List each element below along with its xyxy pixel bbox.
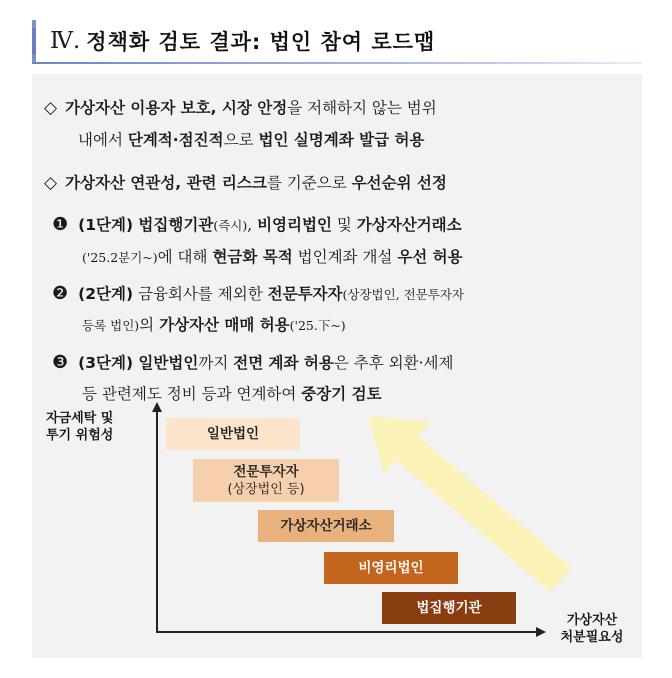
body-text: , [247,216,258,234]
x-axis-arrowhead [536,627,546,637]
stage-label: 전문투자자 [233,463,299,480]
step-2-line1 [52,282,464,304]
emphasis-text: 현금화 목적 [212,248,293,266]
bullet-1-line2 [78,128,424,150]
body-text: 내에서 [78,131,128,149]
diamond-bullet-icon: ◇ [44,173,58,193]
emphasis-text: 중장기 검토 [301,385,382,403]
y-axis-label-line1: 자금세탁 및 [46,411,114,426]
body-text: ('25.下~) [289,318,346,333]
body-text: 및 [331,216,357,234]
step-2-line2 [82,313,346,335]
header-underline [32,62,642,64]
body-text: ('25.2분기~) [82,250,158,265]
body-text: 금융회사를 제외한 [133,285,268,303]
stage-label: 비영리법인 [358,559,424,576]
body-text: 를 기준으로 [266,174,352,192]
step-1-line2 [82,245,463,267]
step-number-icon: ❸ [52,352,69,373]
y-axis-label-line2: 투기 위험성 [46,428,114,443]
diamond-bullet-icon: ◇ [44,98,58,118]
stage-sublabel: (상장법인 등) [227,481,305,497]
step-number-icon: ❷ [52,283,69,304]
x-axis-label [552,612,632,646]
emphasis-text: 비영리법인 [257,216,332,234]
stage-professional-investor [193,459,339,502]
header-accent-bar [32,28,36,54]
emphasis-text: (3단계) 일반법인 [78,354,199,372]
step-3-line2 [82,382,382,404]
stage-label: 가상자산거래소 [280,517,372,534]
emphasis-text: (1단계) 법집행기관 [78,216,214,234]
step-number-icon: ❶ [52,214,69,235]
stage-label: 법집행기관 [416,599,482,616]
body-text: (즉시) [213,218,248,233]
section-number: Ⅳ. [50,28,81,54]
body-text: 으로 [223,131,259,149]
body-text: 등 관련제도 정비 등과 연계하여 [82,385,302,403]
y-axis-arrowhead [152,402,162,412]
x-axis [156,631,538,633]
body-text: 의 [139,316,160,334]
section-title: 정책화 검토 결과: 법인 참여 로드맵 [86,30,436,54]
step-3-line1 [52,351,453,373]
step-1-line1 [52,213,462,235]
body-text: 까지 [198,354,234,372]
emphasis-text: 법인 실명계좌 발급 허용 [258,131,425,149]
stage-law-enforcement [382,592,516,624]
stage-nonprofit [324,552,458,584]
body-text: (상장법인, 전문투자자 [342,287,464,302]
emphasis-text: 가상자산 연관성, 관련 리스크 [65,174,267,192]
emphasis-text: 단계적·점진적 [127,131,224,149]
stage-general-corp [166,418,300,450]
y-axis-label [46,410,113,444]
bullet-2-line1 [44,171,447,193]
emphasis-text: 가상자산 이용자 보호, 시장 안정 [65,99,288,117]
emphasis-text: 우선순위 선정 [351,174,447,192]
emphasis-text: 가상자산 매매 허용 [159,316,290,334]
body-text: 을 저해하지 않는 범위 [287,99,437,117]
body-text: 등록 법인) [82,318,140,333]
body-text: 은 추후 외환·세제 [333,354,454,372]
stage-crypto-exchange [258,510,394,542]
emphasis-text: 가상자산거래소 [356,216,462,234]
emphasis-text: 전면 계좌 허용 [233,354,334,372]
emphasis-text: (2단계) [78,285,134,303]
body-text: 에 대해 [157,248,213,266]
y-axis [156,410,158,632]
x-axis-label-line2: 처분필요성 [560,630,624,645]
section-header [32,20,642,62]
emphasis-text: 우선 허용 [397,248,463,266]
x-axis-label-line1: 가상자산 [566,613,618,628]
bullet-1-line1 [44,96,437,118]
body-text: 법인계좌 개설 [292,248,398,266]
emphasis-text: 전문투자자 [267,285,343,303]
stage-label: 일반법인 [206,425,260,442]
